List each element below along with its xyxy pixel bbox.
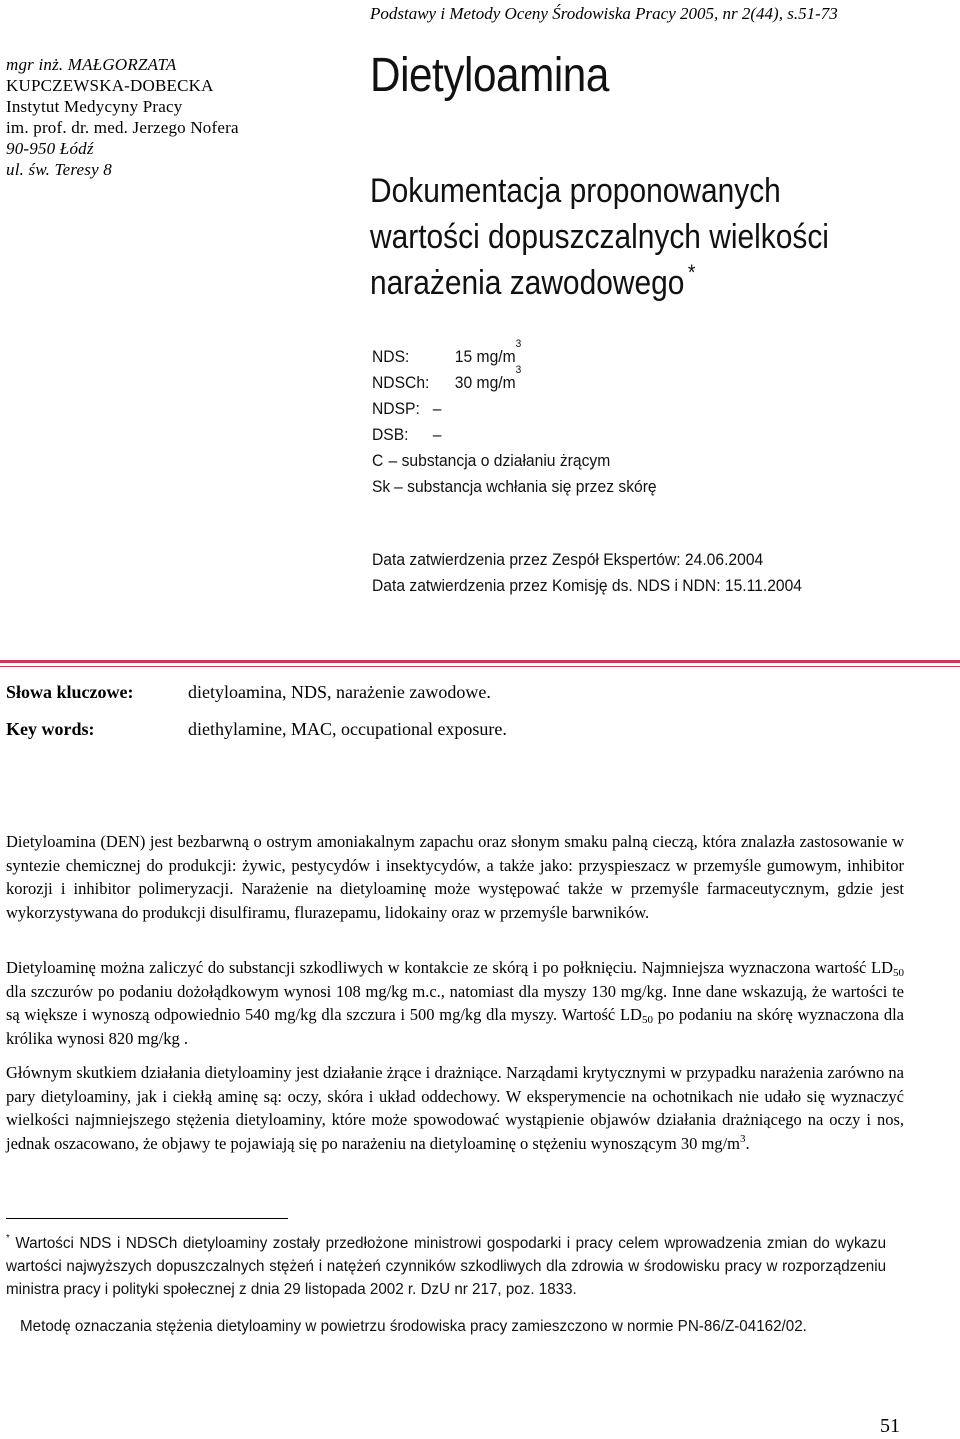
notation-sk-label: Sk bbox=[372, 477, 391, 496]
author-institute: Instytut Medycyny Pracy bbox=[6, 97, 183, 116]
subtitle bbox=[370, 168, 829, 306]
footnote-rule bbox=[6, 1218, 288, 1219]
footnote-marker-link[interactable]: * bbox=[687, 260, 696, 285]
notation-sk-value: – substancja wchłania się przez skórę bbox=[394, 477, 657, 496]
ld50-subscript: 50 bbox=[641, 1014, 653, 1026]
footnote-1-text: Wartości NDS i NDSCh dietyloaminy zostały przedłożone ministrowi gospodarki i pracy celem wprowadzenia zmian do wykazu wartości najwyższych dopuszczalnych stężeń i natężeń czynników szkodliwych dla zdrowia w środowisku pracy w rozporządzeniu ministra pracy i polityki społecznej z dnia 29 listopada 2002 r. DzU nr 217, poz. 1833. bbox=[6, 1235, 887, 1298]
limit-ndsch-value: 30 mg/m bbox=[454, 373, 516, 392]
keywords-pl-value: dietyloamina, NDS, narażenie zawodowe. bbox=[188, 682, 491, 702]
subtitle-line-3-text: narażenia zawodowego bbox=[370, 264, 685, 302]
notation-c-label: C bbox=[372, 451, 384, 470]
limit-ndsp-label: NDSP: bbox=[372, 399, 420, 418]
body-paragraph-2-part-3: po podaniu na skórę wyznaczona dla królika wynosi 820 mg/kg . bbox=[6, 1005, 904, 1048]
author-institute-name: im. prof. dr. med. Jerzego Nofera bbox=[6, 118, 239, 137]
footnote-marker: * bbox=[6, 1233, 10, 1244]
page-number: 51 bbox=[880, 1415, 900, 1437]
keywords-pl-label: Słowa kluczowe: bbox=[6, 682, 134, 702]
limit-dsb bbox=[372, 422, 657, 448]
limit-nds-label: NDS: bbox=[372, 347, 410, 366]
notation-sk bbox=[372, 474, 657, 500]
notation-c-value: – substancja o działaniu żrącym bbox=[388, 451, 611, 470]
footnote-2: Metodę oznaczania stężenia dietyloaminy w powietrzu środowiska pracy zamieszczono w normie PN-86/Z-04162/02. bbox=[20, 1318, 807, 1335]
limit-ndsch-label: NDSCh: bbox=[372, 373, 430, 392]
body-paragraph-2-part-1: Dietyloaminę można zaliczyć do substancji szkodliwych w kontakcie ze skórą i po połknięciu. Najmniejsza wyznaczona wartość LD bbox=[6, 958, 893, 977]
author-block bbox=[6, 54, 239, 180]
approval-dates bbox=[372, 547, 802, 599]
author-degree: mgr inż. MAŁGORZATA bbox=[6, 55, 177, 74]
body-paragraph-3-part-2: . bbox=[745, 1133, 750, 1153]
limit-ndsp-value: – bbox=[432, 399, 442, 418]
limit-nds-exponent: 3 bbox=[515, 338, 522, 350]
author-postcode: 90-950 Łódź bbox=[6, 139, 94, 158]
body-paragraph-3-part-1: Głównym skutkiem działania dietyloaminy jest działanie żrące i drażniące. Narządami krytycznymi w przypadku narażenia zarówno na pary dietyloaminy, jak i ciekłą aminę są: oczy, skóra i układ oddechowy. W eksperymencie na ochotnikach nie udało się wyznaczyć wielkości najmniejszego stężenia dietyloaminy, które może spowodować wystąpienie objawów działania drażniącego na oczy i nos, jednak oszacowano, że objawy te pojawiają się po narażeniu na dietyloaminę o stężeniu wynoszącym 30 mg/m bbox=[6, 1063, 904, 1153]
section-divider bbox=[0, 660, 960, 663]
limit-dsb-label: DSB: bbox=[372, 425, 409, 444]
exposure-limits bbox=[372, 338, 657, 500]
keywords-en-label: Key words: bbox=[6, 719, 95, 739]
footnote-1 bbox=[6, 1232, 886, 1301]
page-title: Dietyloamina bbox=[370, 49, 609, 102]
subtitle-line-3 bbox=[370, 260, 829, 306]
body-paragraph-3 bbox=[6, 1061, 904, 1155]
unit-exponent: 3 bbox=[740, 1132, 746, 1145]
body-paragraph-2 bbox=[6, 956, 904, 1050]
limit-nds-value: 15 mg/m bbox=[454, 347, 516, 366]
notation-c bbox=[372, 448, 657, 474]
author-street: ul. św. Teresy 8 bbox=[6, 160, 112, 179]
approval-date-experts: Data zatwierdzenia przez Zespół Ekspertów: 24.06.2004 bbox=[372, 550, 764, 569]
keywords-en-value: diethylamine, MAC, occupational exposure. bbox=[188, 719, 507, 739]
subtitle-line-1: Dokumentacja proponowanych bbox=[370, 172, 781, 210]
limit-ndsch bbox=[372, 364, 657, 396]
journal-header: Podstawy i Metody Oceny Środowiska Pracy 2005, nr 2(44), s.51-73 bbox=[370, 4, 838, 23]
body-paragraph-2-part-2: dla szczurów po podaniu dożołądkowym wynosi 108 mg/kg m.c., natomiast dla myszy 130 mg/kg. Inne dane wskazują, że wartości te są większe i wynoszą odpowiednio 540 mg/kg dla szczura i 500 mg/kg dla myszy. Wartość LD bbox=[6, 981, 904, 1024]
section-divider-thin bbox=[0, 666, 960, 667]
subtitle-line-2: wartości dopuszczalnych wielkości bbox=[370, 218, 829, 256]
limit-nds bbox=[372, 338, 657, 370]
body-paragraph-1: Dietyloamina (DEN) jest bezbarwną o ostrym amoniakalnym zapachu oraz słonym smaku palną cieczą, która znalazła zastosowanie w syntezie chemicznej do produkcji: żywic, pestycydów i insektycydów, a także jako: przyspieszacz w przemyśle gumowym, inhibitor korozji i inhibitor polimeryzacji. Narażenie na dietyloaminę może występować także w przemyśle farmaceutycznym, gdzie jest wykorzystywana do produkcji disulfiramu, flurazepamu, lidokainy oraz w przemyśle barwników. bbox=[6, 832, 904, 922]
limit-ndsp bbox=[372, 396, 657, 422]
ld50-subscript: 50 bbox=[893, 967, 904, 979]
limit-dsb-value: – bbox=[432, 425, 442, 444]
limit-ndsch-exponent: 3 bbox=[515, 364, 522, 376]
author-surname: KUPCZEWSKA-DOBECKA bbox=[6, 76, 214, 95]
approval-date-commission: Data zatwierdzenia przez Komisję ds. NDS i NDN: 15.11.2004 bbox=[372, 576, 803, 595]
